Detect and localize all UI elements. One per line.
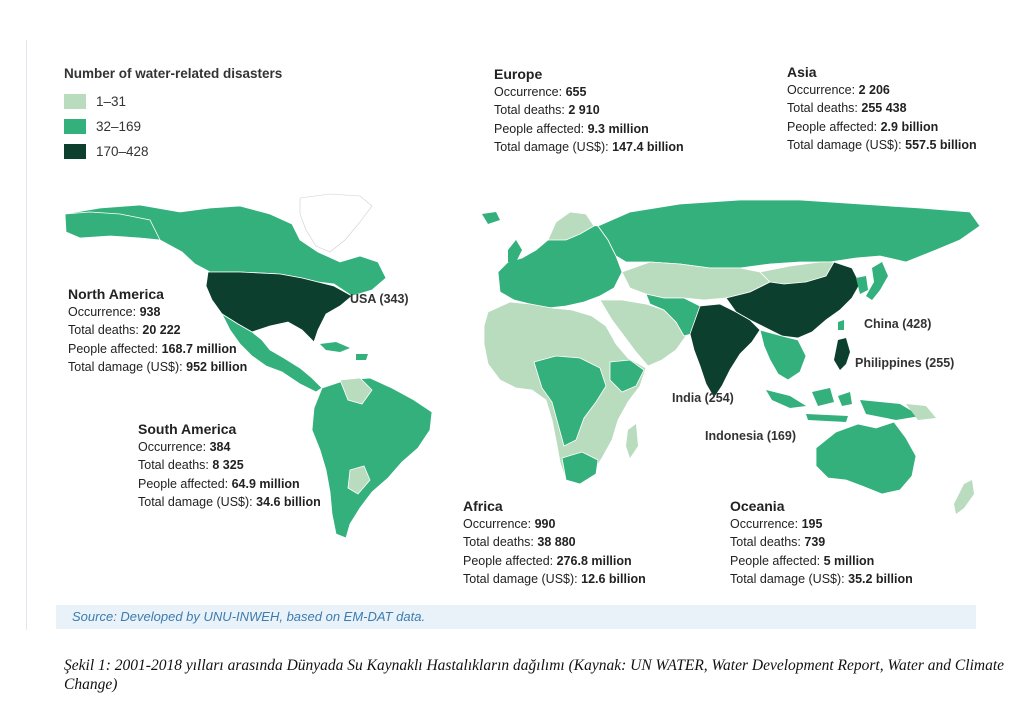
occurrence-value: 195 <box>801 517 823 531</box>
region-damage <box>494 138 684 156</box>
legend-item-low <box>64 89 282 114</box>
region-damage <box>138 493 321 511</box>
figure-caption: Şekil 1: 2001-2018 yılları arasında Dünyada Su Kaynaklı Hastalıkların dağılımı (Kaynak: UN WATER, Water Development Report, Water and Climate Change) <box>64 657 1005 693</box>
region-affected <box>787 118 977 136</box>
caribbean-shape <box>320 342 368 360</box>
affected-label: People affected: <box>787 119 878 134</box>
occurrence-label: Occurrence: <box>463 517 532 531</box>
country-label-indonesia: Indonesia (169) <box>705 429 796 443</box>
region-affected <box>463 552 646 570</box>
region-deaths <box>494 101 684 119</box>
region-oceania <box>730 497 913 588</box>
region-name: South America <box>138 421 237 437</box>
region-north-america <box>68 285 247 376</box>
australia-shape <box>816 422 916 494</box>
madagascar-shape <box>626 424 638 458</box>
korea-japan-shape <box>856 262 888 300</box>
legend-label-high: 170–428 <box>96 144 149 159</box>
deaths-value: 2 910 <box>568 103 600 118</box>
deaths-value: 255 438 <box>861 101 907 116</box>
occurrence-value: 384 <box>209 440 231 454</box>
region-occurrence <box>463 515 646 533</box>
greenland-shape <box>300 194 372 252</box>
country-label-india: India (254) <box>672 391 734 405</box>
affected-label: People affected: <box>730 553 821 568</box>
legend-swatch-mid <box>64 119 86 134</box>
region-name: Europe <box>494 66 543 82</box>
region-asia <box>787 63 977 154</box>
region-occurrence <box>138 438 321 456</box>
region-deaths <box>463 533 646 551</box>
legend-swatch-high <box>64 144 86 159</box>
damage-label: Total damage (US$): <box>68 359 183 374</box>
affected-value: 168.7 million <box>161 341 237 356</box>
iceland-shape <box>482 212 500 224</box>
affected-label: People affected: <box>494 121 585 136</box>
source-text: Source: Developed by UNU-INWEH, based on EM-DAT data. <box>72 609 426 624</box>
country-label-china: China (428) <box>864 317 932 331</box>
legend-label-mid: 32–169 <box>96 119 142 134</box>
damage-label: Total damage (US$): <box>463 571 578 586</box>
region-damage <box>787 136 977 154</box>
deaths-value: 739 <box>804 535 826 550</box>
affected-label: People affected: <box>138 476 229 491</box>
affected-value: 5 million <box>823 553 875 568</box>
deaths-label: Total deaths: <box>68 323 139 338</box>
damage-label: Total damage (US$): <box>494 139 609 154</box>
deaths-value: 8 325 <box>212 458 244 473</box>
region-south-america <box>138 420 321 511</box>
region-occurrence <box>68 303 247 321</box>
region-deaths <box>730 533 913 551</box>
indonesia-shape <box>766 388 920 422</box>
damage-label: Total damage (US$): <box>730 571 845 586</box>
legend-label-low: 1–31 <box>96 94 127 109</box>
region-affected <box>138 475 321 493</box>
region-damage <box>463 570 646 588</box>
region-occurrence <box>787 81 977 99</box>
region-occurrence <box>730 515 913 533</box>
damage-value: 557.5 billion <box>905 137 977 152</box>
damage-label: Total damage (US$): <box>138 494 253 509</box>
region-europe <box>494 65 684 156</box>
deaths-value: 20 222 <box>142 323 181 338</box>
damage-value: 34.6 billion <box>256 494 321 509</box>
deaths-label: Total deaths: <box>463 535 534 550</box>
damage-value: 147.4 billion <box>612 139 684 154</box>
occurrence-label: Occurrence: <box>730 517 799 531</box>
legend-title: Number of water-related disasters <box>64 66 283 81</box>
affected-label: People affected: <box>463 553 554 568</box>
occurrence-label: Occurrence: <box>494 85 563 99</box>
damage-value: 952 billion <box>186 359 248 374</box>
legend-swatch-low <box>64 94 86 109</box>
deaths-value: 38 880 <box>537 535 576 550</box>
region-deaths <box>138 456 321 474</box>
affected-label: People affected: <box>68 341 159 356</box>
region-name: Oceania <box>730 498 785 514</box>
deaths-label: Total deaths: <box>494 103 565 118</box>
occurrence-value: 2 206 <box>858 83 890 97</box>
south-america-shape <box>312 378 432 538</box>
region-affected <box>68 340 247 358</box>
taiwan-shape <box>838 320 844 330</box>
occurrence-label: Occurrence: <box>138 440 207 454</box>
region-occurrence <box>494 83 684 101</box>
damage-value: 12.6 billion <box>581 571 646 586</box>
russia-shape <box>598 200 980 268</box>
region-affected <box>494 120 684 138</box>
occurrence-value: 938 <box>139 305 161 319</box>
new-zealand-shape <box>954 480 974 514</box>
damage-value: 35.2 billion <box>848 571 913 586</box>
country-label-usa: USA (343) <box>350 292 409 306</box>
occurrence-label: Occurrence: <box>68 305 137 319</box>
region-damage <box>730 570 913 588</box>
region-damage <box>68 358 247 376</box>
occurrence-value: 990 <box>534 517 556 531</box>
region-deaths <box>68 321 247 339</box>
deaths-label: Total deaths: <box>787 101 858 116</box>
legend <box>64 66 282 164</box>
region-name: Asia <box>787 64 817 80</box>
occurrence-value: 655 <box>565 85 587 99</box>
region-africa <box>463 497 646 588</box>
country-label-philippines: Philippines (255) <box>855 356 955 370</box>
affected-value: 9.3 million <box>587 121 649 136</box>
affected-value: 64.9 million <box>231 476 300 491</box>
deaths-label: Total deaths: <box>138 458 209 473</box>
deaths-label: Total deaths: <box>730 535 801 550</box>
affected-value: 2.9 billion <box>880 119 939 134</box>
damage-label: Total damage (US$): <box>787 137 902 152</box>
philippines-shape <box>834 338 850 370</box>
region-affected <box>730 552 913 570</box>
legend-item-high <box>64 139 282 164</box>
affected-value: 276.8 million <box>556 553 632 568</box>
occurrence-label: Occurrence: <box>787 83 856 97</box>
region-name: Africa <box>463 498 503 514</box>
legend-item-mid <box>64 114 282 139</box>
source-bar <box>56 605 976 629</box>
region-name: North America <box>68 286 164 302</box>
region-deaths <box>787 99 977 117</box>
